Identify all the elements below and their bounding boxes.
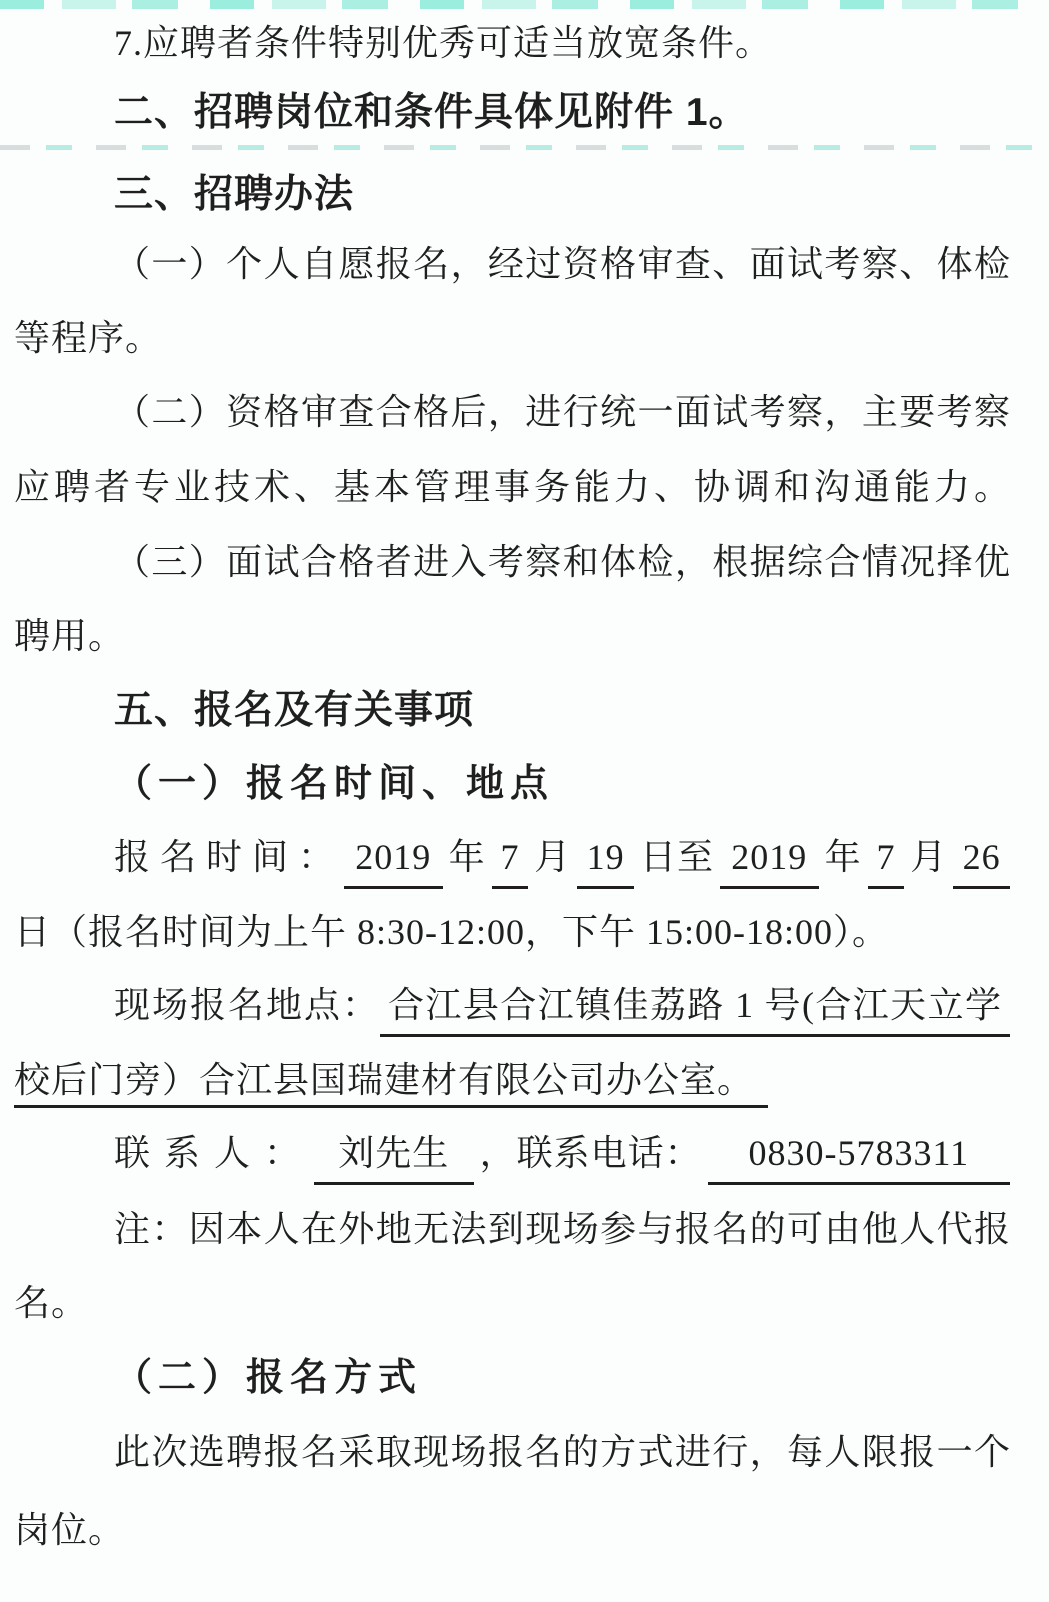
clause-7-text: 7.应聘者条件特别优秀可适当放宽条件。	[114, 23, 773, 63]
start-year-blank: 2019	[344, 834, 443, 889]
year-char: 年	[824, 837, 862, 877]
page-break-dashed-line	[0, 145, 1049, 150]
method-5-line-1: 此次选聘报名采取现场报名的方式进行，每人限报一个	[114, 1432, 1010, 1472]
contact-phone-label: ，联系电话：	[479, 1133, 702, 1173]
note-line-2: 名。	[14, 1283, 89, 1323]
day-to-char: 日至	[640, 837, 715, 877]
scan-highlight-artifact	[0, 0, 1049, 9]
contact-name-blank: 刘先生	[314, 1130, 474, 1185]
address-label: 现场报名地点：	[114, 985, 381, 1025]
year-char: 年	[448, 837, 486, 877]
registration-date-line	[114, 834, 1010, 889]
end-year-blank: 2019	[720, 834, 819, 889]
method-3-line-1: （三）面试合格者进入考察和体检，根据综合情况择优	[114, 542, 1010, 582]
section-3-heading: 三、招聘办法	[114, 173, 355, 216]
start-month-blank: 7	[492, 834, 529, 889]
date-label: 报名时间：	[114, 837, 345, 877]
method-1-line-1: （一）个人自愿报名，经过资格审查、面试考察、体检	[114, 244, 1010, 284]
start-day-blank: 19	[577, 834, 634, 889]
note-line-1: 注：因本人在外地无法到现场参与报名的可由他人代报	[114, 1209, 1010, 1249]
method-2-line-1: （二）资格审查合格后，进行统一面试考察，主要考察	[114, 392, 1010, 432]
registration-address-line-2	[14, 1057, 1010, 1104]
address-blank-line-1: 合江县合江镇佳荔路 1 号(合江天立学	[380, 982, 1010, 1037]
contact-phone-blank: 0830-5783311	[708, 1130, 1010, 1185]
method-3-line-2: 聘用。	[14, 616, 126, 656]
method-5-line-2: 岗位。	[14, 1510, 126, 1550]
address-blank-line-2: 校后门旁）合江县国瑞建材有限公司办公室。	[14, 1060, 768, 1108]
sub-heading-time-place: （一）报名时间、地点	[114, 763, 555, 805]
end-day-blank: 26	[953, 834, 1010, 889]
contact-label: 联系人：	[114, 1133, 315, 1173]
section-5-heading: 五、报名及有关事项	[114, 689, 475, 732]
section-2-heading: 二、招聘岗位和条件具体见附件 1。	[114, 91, 749, 134]
contact-line	[114, 1130, 1010, 1185]
registration-date-line-2: 日（报名时间为上午 8:30-12:00，下午 15:00-18:00）。	[14, 912, 889, 952]
sub-heading-method: （二）报名方式	[114, 1357, 423, 1399]
registration-address-line	[114, 982, 1010, 1037]
month-char: 月	[910, 837, 948, 877]
end-month-blank: 7	[868, 834, 905, 889]
month-char: 月	[534, 837, 572, 877]
method-1-line-2: 等程序。	[14, 318, 163, 358]
method-2-line-2: 应聘者专业技术、基本管理事务能力、协调和沟通能力。	[14, 467, 1010, 507]
